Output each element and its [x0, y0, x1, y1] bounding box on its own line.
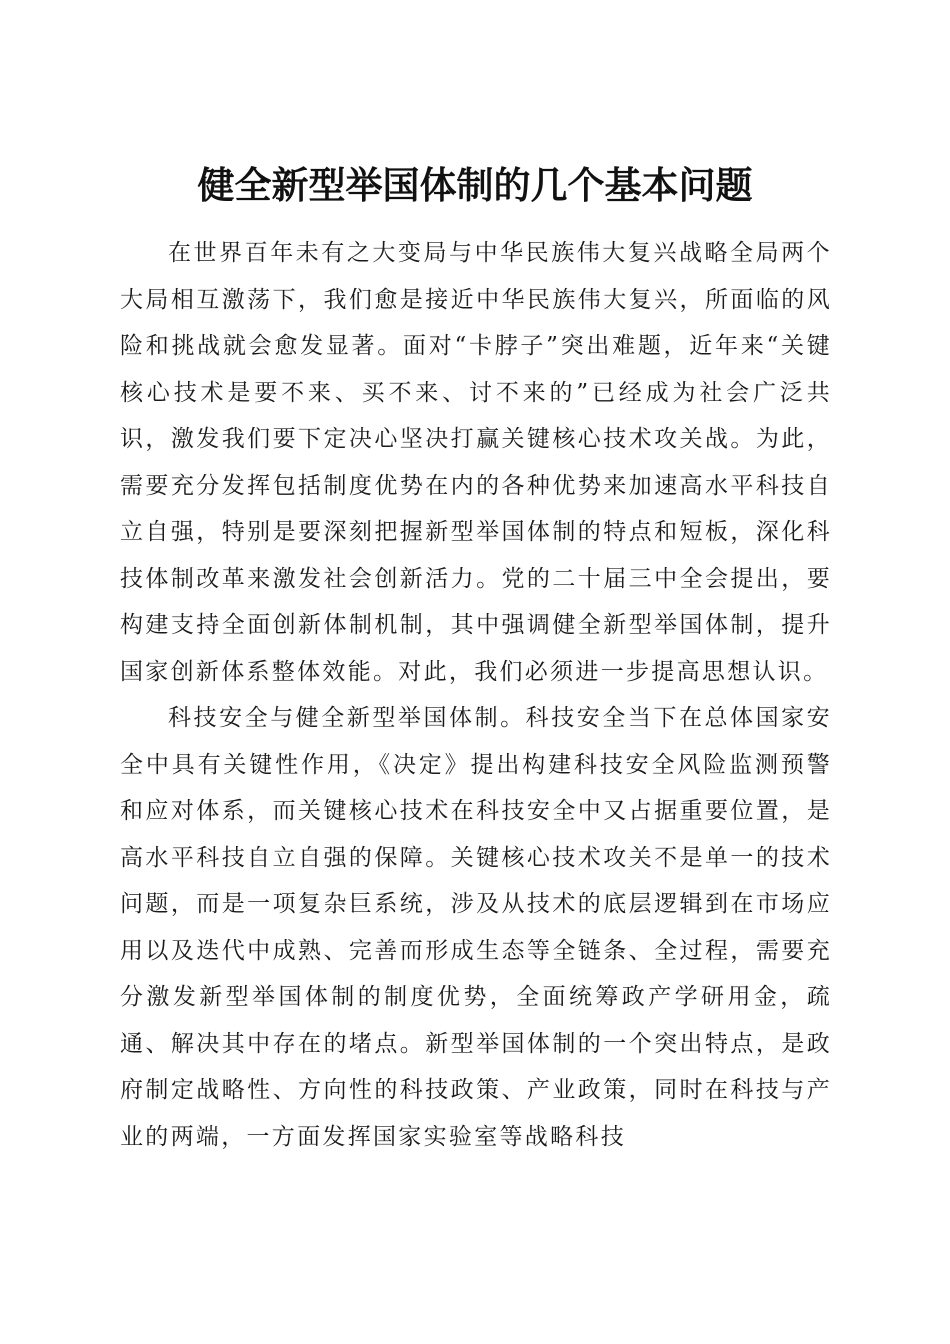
document-title: 健全新型举国体制的几个基本问题: [197, 162, 753, 207]
document-body: [120, 230, 832, 1160]
paragraph-2: 科技安全与健全新型举国体制。科技安全当下在总体国家安全中具有关键性作用，《决定》提出构建科技安全风险监测预警和应对体系，而关键核心技术在科技安全中又占据重要位置，是高水平科技自立自强的保障。关键核心技术攻关不是单一的技术问题，而是一项复杂巨系统，涉及从技术的底层逻辑到在市场应用以及迭代中成熟、完善而形成生态等全链条、全过程，需要充分激发新型举国体制的制度优势，全面统筹政产学研用金，疏通、解决其中存在的堵点。新型举国体制的一个突出特点，是政府制定战略性、方向性的科技政策、产业政策，同时在科技与产业的两端，一方面发挥国家实验室等战略科技: [120, 705, 832, 1150]
paragraph-1: 在世界百年未有之大变局与中华民族伟大复兴战略全局两个大局相互激荡下，我们愈是接近中华民族伟大复兴，所面临的风险和挑战就会愈发显著。面对“卡脖子”突出难题，近年来“关键核心技术是要不来、买不来、讨不来的”已经成为社会广泛共识，激发我们要下定决心坚决打赢关键核心技术攻关战。为此，需要充分发挥包括制度优势在内的各种优势来加速高水平科技自立自强，特别是要深刻把握新型举国体制的特点和短板，深化科技体制改革来激发社会创新活力。党的二十届三中全会提出，要构建支持全面创新体制机制，其中强调健全新型举国体制，提升国家创新体系整体效能。对此，我们必须进一步提高思想认识。: [120, 240, 832, 685]
